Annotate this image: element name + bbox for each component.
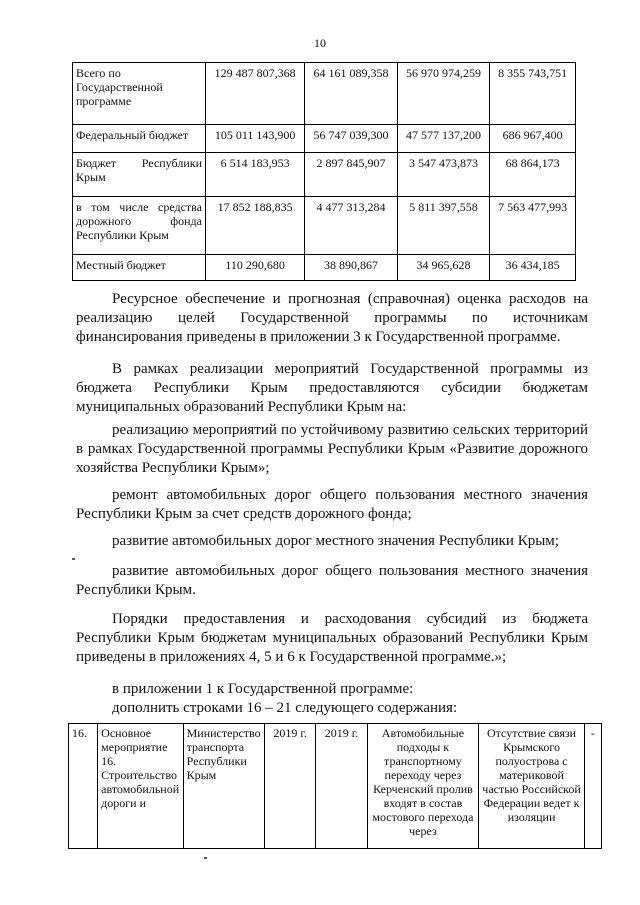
- end-year: 2019 г.: [316, 724, 367, 849]
- cell-value: 5 811 397,558: [397, 197, 490, 255]
- cell-value: 64 161 089,358: [305, 63, 398, 125]
- measure-name: Основное мероприятие 16. Строительство автомобильной дороги и: [98, 724, 183, 849]
- budget-table: [72, 62, 576, 281]
- start-year: 2019 г.: [265, 724, 316, 849]
- cell-value: 34 965,628: [397, 255, 490, 281]
- row-label: Федеральный бюджет: [73, 125, 206, 153]
- row-label: Местный бюджет: [73, 255, 206, 281]
- scan-mark: [72, 558, 75, 560]
- table-row: [73, 153, 576, 197]
- cell-value: 4 477 313,284: [305, 197, 398, 255]
- table-row: [73, 63, 576, 125]
- cell-value: 56 970 974,259: [397, 63, 490, 125]
- table-row: [73, 197, 576, 255]
- paragraph-resources: Ресурсное обеспечение и прогнозная (справочная) оценка расходов на реализацию целей Государственной программы по источникам финансирования приведены в приложении 3 к Государственной программе.: [76, 291, 588, 345]
- cell-value: 6 514 183,953: [206, 153, 305, 197]
- table-row: [73, 125, 576, 153]
- paragraph-rural-development: реализацию мероприятий по устойчивому развитию сельских территорий в рамках Государственной программы Республики Крым «Развитие дорожного хозяйства Республики Крым»;: [76, 422, 588, 476]
- paragraph-procedures: Порядки предоставления и расходования субсидий из бюджета Республики Крым бюджетам муниципальных образований Республики Крым приведены в приложениях 4, 5 и 6 к Государственной программе.»;: [76, 611, 588, 665]
- cell-value: 8 355 743,751: [490, 63, 576, 125]
- cell-value: 47 577 137,200: [397, 125, 490, 153]
- paragraph-subsidies-intro: В рамках реализации мероприятий Государственной программы из бюджета Республики Крым предоставляются субсидии бюджетам муниципальных образований Республики Крым на:: [76, 361, 588, 415]
- paragraph-local-roads: развитие автомобильных дорог местного значения Республики Крым;: [112, 533, 559, 549]
- paragraph-add-rows: дополнить строками 16 – 21 следующего содержания:: [112, 700, 458, 716]
- row-label: Всего по Государственной программе: [73, 63, 206, 125]
- cell-value: 7 563 477,993: [490, 197, 576, 255]
- scan-mark: [204, 857, 207, 859]
- appendix-rows-table: [68, 723, 602, 849]
- cell-value: 3 547 473,873: [397, 153, 490, 197]
- cell-value: 105 011 143,900: [206, 125, 305, 153]
- page-number: 10: [314, 36, 326, 50]
- row-number: 16.: [69, 724, 98, 849]
- paragraph-road-repair: ремонт автомобильных дорог общего пользования местного значения Республики Крым за счет средств дорожного фонда;: [76, 487, 588, 522]
- paragraph-appendix-1: в приложении 1 к Государственной программе:: [112, 681, 414, 697]
- cell-value: 17 852 188,835: [206, 197, 305, 255]
- link-indicator: -: [584, 724, 601, 849]
- cell-value: 2 897 845,907: [305, 153, 398, 197]
- cell-value: 56 747 039,300: [305, 125, 398, 153]
- cell-value: 36 434,185: [490, 255, 576, 281]
- cell-value: 110 290,680: [206, 255, 305, 281]
- cell-value: 68 864,173: [490, 153, 576, 197]
- executor: Министерство транспорта Республики Крым: [183, 724, 264, 849]
- table-row: [73, 255, 576, 281]
- row-label: в том числе средства дорожного фонда Республики Крым: [73, 197, 206, 255]
- expected-result: Автомобильные подходы к транспортному переходу через Керченский пролив входят в состав мостового перехода через: [367, 724, 479, 849]
- cell-value: 686 967,400: [490, 125, 576, 153]
- table-row: [69, 724, 602, 849]
- cell-value: 129 487 807,368: [206, 63, 305, 125]
- paragraph-public-roads: развитие автомобильных дорог общего пользования местного значения Республики Крым.: [76, 563, 588, 598]
- row-label: Бюджет Республики Крым: [73, 153, 206, 197]
- cell-value: 38 890,867: [305, 255, 398, 281]
- consequence: Отсутствие связи Крымского полуострова с материковой частью Российской Федерации ведет к изоляции: [479, 724, 585, 849]
